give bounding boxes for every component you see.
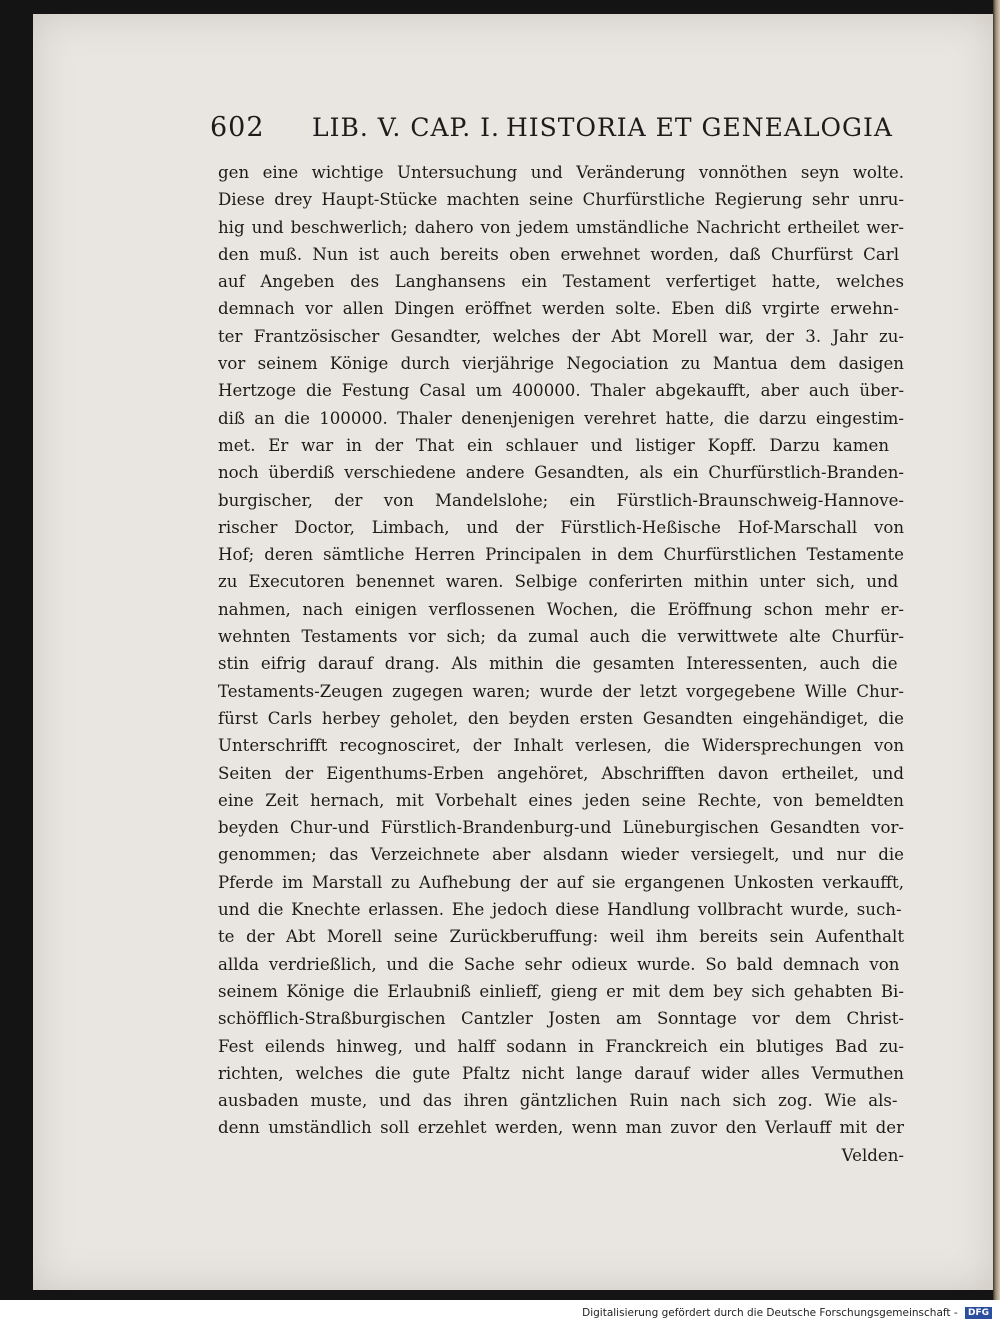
text-line: denn umständlich soll erzehlet werden, wenn man zuvor den Verlauff mit der	[218, 1118, 904, 1138]
text-line: Hof; deren sämtliche Herren Principalen in dem Churfürstlichen Testamente	[218, 545, 904, 565]
text-line: schöfflich-Straßburgischen Cantzler Josten am Sonntage vor dem Christ-	[218, 1009, 904, 1029]
text-line: Unterschrifft recognosciret, der Inhalt verlesen, die Widersprechungen von	[218, 736, 904, 756]
text-line: gen eine wichtige Untersuchung und Veränderung vonnöthen seyn wolte.	[218, 163, 904, 182]
book-chapter-label: LIB. V. CAP. I.	[312, 113, 500, 142]
text-line: ter Frantzösischer Gesandter, welches der Abt Morell war, der 3. Jahr zu-	[218, 326, 904, 346]
catchword: Velden-	[841, 1145, 904, 1165]
text-line: Seiten der Eigenthums-Erben angehöret, Abschrifften davon ertheilet, und	[218, 763, 904, 783]
running-title: HISTORIA ET GENEALOGIA	[506, 113, 893, 142]
body-text	[218, 159, 904, 1169]
running-head	[210, 108, 900, 148]
text-line: zu Executoren benennet waren. Selbige conferirten mithin unter sich, und	[218, 572, 899, 592]
text-line: noch überdiß verschiedene andere Gesandten, als ein Churfürstlich-Branden-	[218, 463, 904, 483]
digitization-credit	[582, 1306, 992, 1320]
text-line: den muß. Nun ist auch bereits oben erwehnet worden, daß Churfürst Carl	[218, 244, 900, 264]
text-line: Hertzoge die Festung Casal um 400000. Thaler abgekaufft, aber auch über-	[218, 381, 904, 401]
text-line: rischer Doctor, Limbach, und der Fürstlich-Heßische Hof-Marschall von	[218, 517, 904, 537]
page-edge-strip	[993, 0, 1000, 1300]
text-line: Fest eilends hinweg, und halff sodann in Franckreich ein blutiges Bad zu-	[218, 1036, 904, 1056]
text-line: burgischer, der von Mandelslohe; ein Fürstlich-Braunschweig-Hannove-	[218, 490, 904, 510]
text-line: Diese drey Haupt-Stücke machten seine Churfürstliche Regierung sehr unru-	[218, 190, 904, 210]
text-line: fürst Carls herbey geholet, den beyden ersten Gesandten eingehändiget, die	[218, 708, 904, 728]
text-line: wehnten Testaments vor sich; da zumal auch die verwittwete alte Churfür-	[218, 627, 904, 647]
text-line: ausbaden muste, und das ihren gäntzlichen Ruin nach sich zog. Wie als-	[218, 1091, 898, 1111]
text-line: auf Angeben des Langhansens ein Testament verfertiget hatte, welches	[218, 272, 904, 292]
text-line: nahmen, nach einigen verflossenen Wochen, die Eröffnung schon mehr er-	[218, 599, 904, 619]
text-line: allda verdrießlich, und die Sache sehr odieux wurde. So bald demnach von	[218, 954, 900, 974]
text-line: und die Knechte erlassen. Ehe jedoch diese Handlung vollbracht wurde, such-	[218, 900, 902, 920]
text-line: seinem Könige die Erlaubniß einlieff, gieng er mit dem bey sich gehabten Bi-	[218, 981, 904, 1001]
text-line: Testaments-Zeugen zugegen waren; wurde der letzt vorgegebene Wille Chur-	[218, 681, 904, 701]
credit-text: Digitalisierung gefördert durch die Deutsche Forschungsgemeinschaft -	[582, 1307, 958, 1319]
text-line: diß an die 100000. Thaler denenjenigen verehret hatte, die darzu eingestim-	[218, 408, 904, 428]
text-line: Pferde im Marstall zu Aufhebung der auf sie ergangenen Unkosten verkaufft,	[218, 872, 904, 892]
text-line: beyden Chur-und Fürstlich-Brandenburg-und Lüneburgischen Gesandten vor-	[218, 818, 904, 838]
text-line: stin eifrig darauf drang. Als mithin die gesamten Interessenten, auch die	[218, 654, 898, 674]
text-line: vor seinem Könige durch vierjährige Negociation zu Mantua dem dasigen	[218, 354, 904, 374]
text-line: richten, welches die gute Pfaltz nicht lange darauf wider alles Vermuthen	[218, 1063, 904, 1083]
text-line: eine Zeit hernach, mit Vorbehalt eines jeden seine Rechte, von bemeldten	[218, 790, 904, 810]
dfg-logo: DFG	[965, 1307, 992, 1319]
text-line: met. Er war in der That ein schlauer und listiger Kopff. Darzu kamen	[218, 435, 890, 455]
text-line: demnach vor allen Dingen eröffnet werden solte. Eben diß vrgirte erwehn-	[218, 299, 899, 319]
page-number: 602	[210, 112, 265, 143]
text-line: te der Abt Morell seine Zurückberuffung: weil ihm bereits sein Aufenthalt	[218, 927, 904, 947]
text-line: hig und beschwerlich; dahero von jedem umständliche Nachricht ertheilet wer-	[218, 217, 904, 237]
text-line: genommen; das Verzeichnete aber alsdann wieder versiegelt, und nur die	[218, 845, 904, 865]
